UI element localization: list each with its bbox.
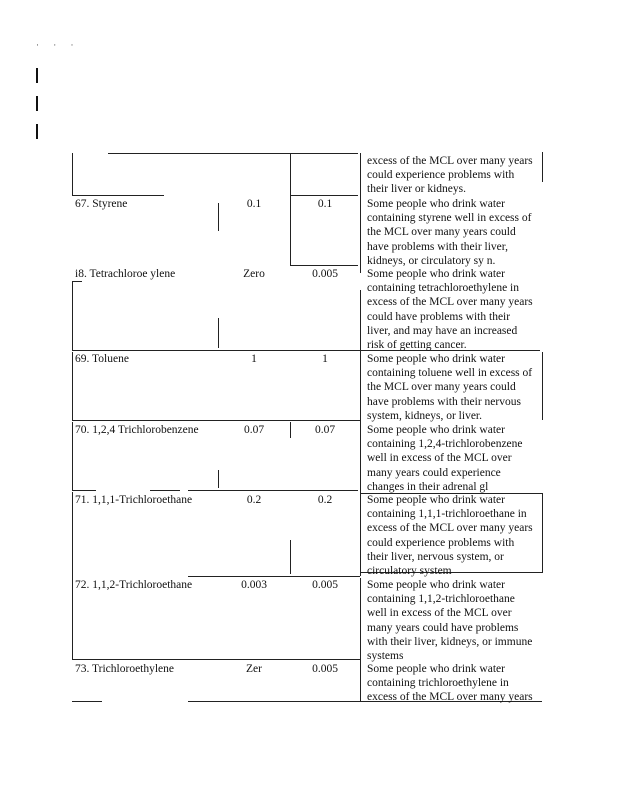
mcl-value: 0.005	[312, 663, 338, 675]
contaminant-name: i8. Tetrachloroe ylene	[75, 268, 176, 280]
mcl-value: 0.005	[312, 268, 338, 280]
margin-bar	[36, 124, 38, 139]
mclg-value: 0.2	[246, 494, 262, 506]
contaminant-name: 67. Styrene	[75, 198, 128, 210]
mcl-value: 1	[322, 353, 328, 365]
continued-health-effects: excess of the MCL over many years could experience problems with their liver or kidneys.	[367, 155, 533, 196]
scan-specks: · · ·	[36, 40, 80, 50]
health-effects: Some people who drink water containing 1,1,1-trichloroethane in excess of the MCL over many years could experience problems with their liver, nervous system, or circulatory system	[367, 494, 533, 578]
health-effects: Some people who drink water containing tetrachloroethylene in excess of the MCL over many years could have problems with their liver, and may have an increased risk of getting cancer.	[367, 268, 533, 352]
mcl-value: 0.2	[317, 494, 333, 506]
contaminant-name: 70. 1,2,4 Trichlorobenzene	[75, 424, 199, 436]
mclg-value: Zero	[243, 268, 265, 280]
contaminant-name: 73. Trichloroethylene	[75, 663, 175, 675]
health-effects: Some people who drink water containing 1,1,2-trichloroethane well in excess of the MCL over many years could have problems with their liver, kidneys, or immune systems	[367, 579, 533, 663]
mcl-value: 0.07	[314, 424, 336, 436]
mclg-value: 0.07	[243, 424, 265, 436]
contaminant-name: 72. 1,1,2-Trichloroethane	[75, 579, 193, 591]
mclg-value: 1	[251, 353, 257, 365]
health-effects: Some people who drink water containing trichloroethylene in excess of the MCL over many years	[367, 663, 533, 704]
mclg-value: 0.003	[241, 579, 267, 591]
mclg-value: Zer	[246, 663, 262, 675]
margin-bar	[36, 68, 38, 83]
contaminant-name: 69. Toluene	[75, 353, 129, 365]
health-effects: Some people who drink water containing toluene well in excess of the MCL over many years could have problems with their nervous system, kidneys, or liver.	[367, 353, 533, 422]
mclg-value: 0.1	[246, 198, 262, 210]
health-effects: Some people who drink water containing 1,2,4-trichlorobenzene well in excess of the MCL over many years could experience changes in their adrenal gl	[367, 424, 523, 493]
health-effects: Some people who drink water containing styrene well in excess of the MCL over many years could have problems with their liver, kidneys, or circulatory sy n.	[367, 198, 532, 267]
contaminant-name: 71. 1,1,1-Trichloroethane	[75, 494, 193, 506]
mcl-value: 0.005	[312, 579, 338, 591]
margin-bar	[36, 96, 38, 111]
mcl-value: 0.1	[317, 198, 333, 210]
